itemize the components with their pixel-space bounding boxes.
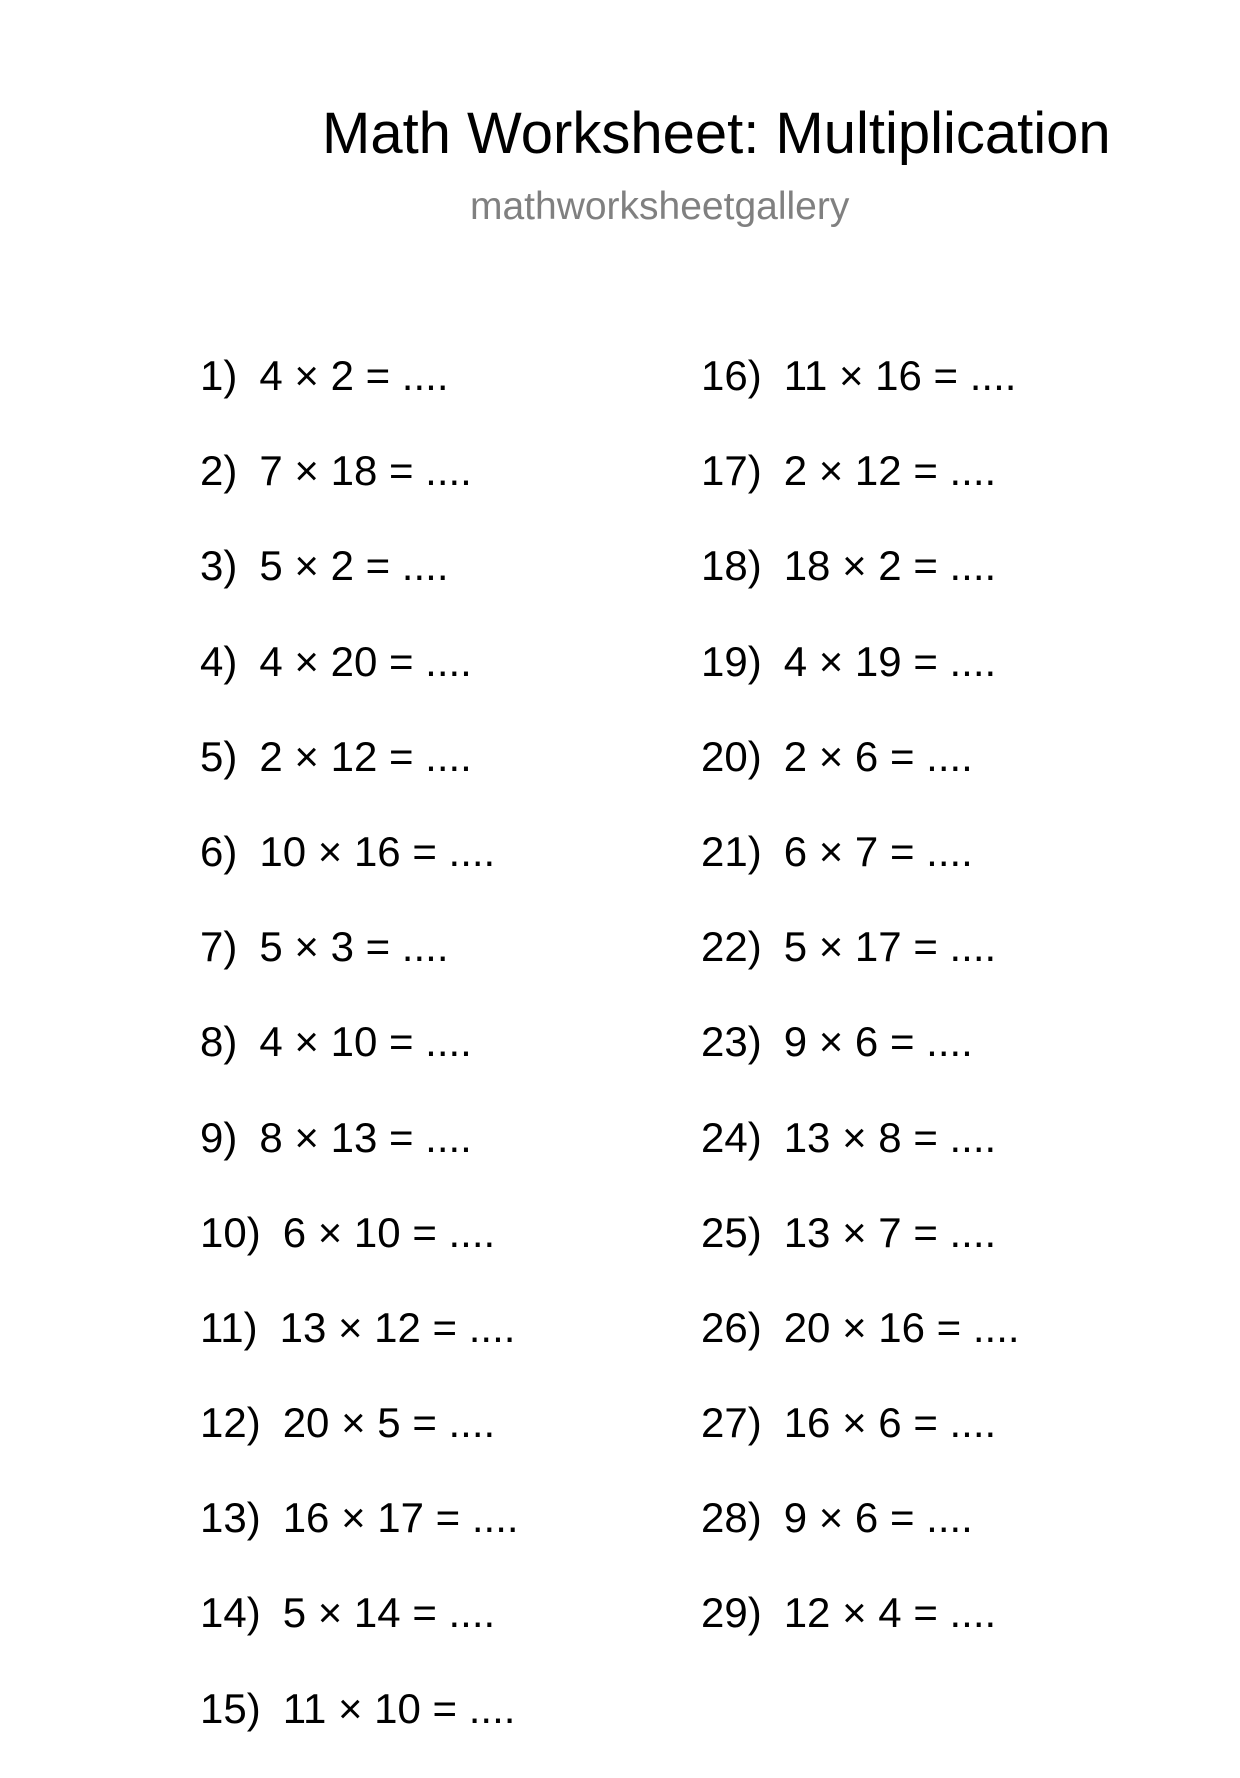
problem-expression: 20 × 5 = .... xyxy=(282,1399,496,1447)
problem-item xyxy=(701,921,1020,1016)
problem-item xyxy=(200,826,519,921)
problem-item xyxy=(701,1112,1020,1207)
problem-expression: 12 × 4 = .... xyxy=(783,1589,997,1637)
problem-expression: 16 × 17 = .... xyxy=(282,1494,519,1542)
problem-item xyxy=(701,1587,1020,1682)
problem-item xyxy=(701,1397,1020,1492)
problem-item xyxy=(200,1302,519,1397)
problem-item xyxy=(200,540,519,635)
problem-number: 7) xyxy=(200,923,238,971)
problem-number: 4) xyxy=(200,637,238,685)
problem-number: 23) xyxy=(701,1018,762,1066)
problem-number: 22) xyxy=(701,923,762,971)
problem-item xyxy=(701,445,1020,540)
problem-expression: 6 × 7 = .... xyxy=(783,827,973,875)
problem-number: 10) xyxy=(200,1208,261,1256)
problem-number: 16) xyxy=(701,352,762,399)
problem-item xyxy=(200,1683,519,1778)
worksheet-source: mathworksheetgallery xyxy=(470,185,850,228)
problem-item xyxy=(200,1492,519,1587)
problem-expression: 4 × 19 = .... xyxy=(783,637,997,685)
problem-expression: 18 × 2 = .... xyxy=(783,542,997,590)
worksheet-title: Math Worksheet: Multiplication xyxy=(322,101,1111,166)
problem-item xyxy=(701,731,1020,826)
problem-number: 2) xyxy=(200,447,238,495)
problem-number: 8) xyxy=(200,1018,238,1066)
problem-expression: 8 × 13 = .... xyxy=(259,1113,472,1161)
problem-number: 6) xyxy=(200,827,238,875)
problem-expression: 10 × 16 = .... xyxy=(259,827,496,875)
problem-number: 26) xyxy=(701,1303,762,1351)
problem-number: 9) xyxy=(200,1113,238,1161)
problem-item xyxy=(200,636,519,731)
problem-expression: 5 × 14 = .... xyxy=(282,1589,496,1637)
problem-item xyxy=(701,1207,1020,1302)
problem-item xyxy=(200,1016,519,1111)
problem-item xyxy=(200,1397,519,1492)
problem-expression: 11 × 10 = .... xyxy=(282,1684,516,1732)
problem-number: 24) xyxy=(701,1113,762,1161)
problem-expression: 13 × 12 = .... xyxy=(279,1303,516,1351)
problem-item xyxy=(200,1112,519,1207)
problem-number: 29) xyxy=(701,1589,762,1637)
problem-expression: 4 × 2 = .... xyxy=(259,352,449,399)
problems-column-right xyxy=(701,350,1020,1683)
problem-expression: 7 × 18 = .... xyxy=(259,447,472,495)
problem-number: 15) xyxy=(200,1684,261,1732)
problem-expression: 5 × 2 = .... xyxy=(259,542,449,590)
problem-expression: 16 × 6 = .... xyxy=(783,1399,997,1447)
problem-expression: 9 × 6 = .... xyxy=(783,1018,973,1066)
problem-number: 5) xyxy=(200,732,238,780)
problem-item xyxy=(701,636,1020,731)
problem-number: 13) xyxy=(200,1494,261,1542)
problem-expression: 5 × 3 = .... xyxy=(259,923,449,971)
problem-expression: 4 × 20 = .... xyxy=(259,637,472,685)
problem-number: 12) xyxy=(200,1399,261,1447)
problem-expression: 2 × 12 = .... xyxy=(783,447,997,495)
problem-item xyxy=(701,1302,1020,1397)
problems-column-left xyxy=(200,350,519,1778)
problem-expression: 2 × 12 = .... xyxy=(259,732,472,780)
problem-expression: 6 × 10 = .... xyxy=(282,1208,496,1256)
problem-item xyxy=(200,445,519,540)
problem-number: 3) xyxy=(200,542,238,590)
problem-expression: 11 × 16 = .... xyxy=(783,352,1017,399)
problem-expression: 20 × 16 = .... xyxy=(783,1303,1020,1351)
problem-expression: 13 × 7 = .... xyxy=(783,1208,997,1256)
problem-number: 25) xyxy=(701,1208,762,1256)
problem-expression: 5 × 17 = .... xyxy=(783,923,997,971)
problem-expression: 4 × 10 = .... xyxy=(259,1018,472,1066)
problem-number: 27) xyxy=(701,1399,762,1447)
problem-expression: 2 × 6 = .... xyxy=(783,732,973,780)
problem-item xyxy=(200,1207,519,1302)
problem-expression: 13 × 8 = .... xyxy=(783,1113,997,1161)
problem-number: 1) xyxy=(200,352,238,399)
problem-number: 14) xyxy=(200,1589,261,1637)
problem-item xyxy=(200,1587,519,1682)
problem-number: 18) xyxy=(701,542,762,590)
problem-item xyxy=(701,350,1020,445)
problem-number: 19) xyxy=(701,637,762,685)
problem-number: 28) xyxy=(701,1494,762,1542)
problem-number: 21) xyxy=(701,827,762,875)
problem-number: 11) xyxy=(200,1303,258,1351)
problem-number: 17) xyxy=(701,447,762,495)
problem-item xyxy=(200,731,519,826)
problem-item xyxy=(200,921,519,1016)
problem-item xyxy=(701,1016,1020,1111)
problem-item xyxy=(701,826,1020,921)
problem-number: 20) xyxy=(701,732,762,780)
problem-item xyxy=(701,540,1020,635)
problem-item xyxy=(200,350,519,445)
problem-item xyxy=(701,1492,1020,1587)
problem-expression: 9 × 6 = .... xyxy=(783,1494,973,1542)
